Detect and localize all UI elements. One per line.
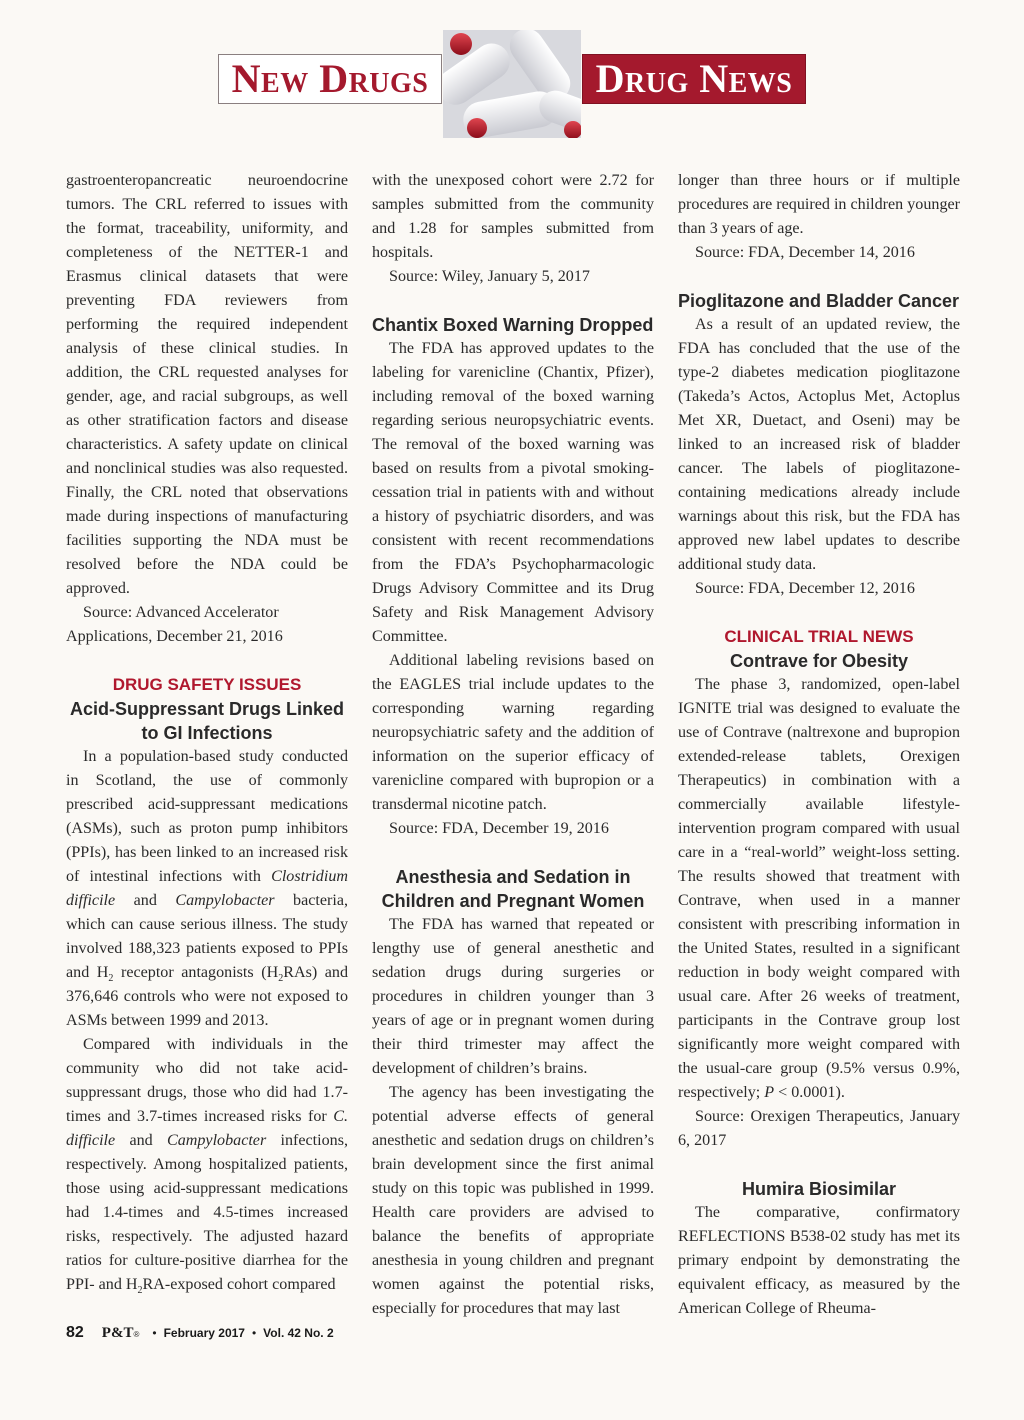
column-2 [372, 169, 654, 1321]
drug-news-label: Drug News [595, 56, 793, 101]
page-footer [66, 1324, 334, 1342]
volume-info: Vol. 42 No. 2 [263, 1326, 334, 1340]
paragraph: The FDA has approved updates to the labeling for varenicline (Chantix, Pfizer), including removal of the boxed warning regarding serious neuropsychiatric events. The removal of the boxed warning was based on results from a pivotal smoking-cessation trial in patients with and without a history of psychiatric disorders, and was consistent with recent recommendations from the FDA’s Psychopharmacologic Drugs Advisory Committee and its Drug Safety and Risk Management Advisory Committee. [372, 340, 654, 645]
source-line: Source: FDA, December 19, 2016 [389, 820, 609, 837]
paragraph: with the unexposed cohort were 2.72 for samples submitted from the community and 1.28 for samples submitted from hospitals. [372, 172, 654, 261]
article-heading: Contrave for Obesity [729, 651, 909, 671]
article-heading: Pioglitazone and Bladder Cancer [678, 291, 960, 311]
article-heading: Chantix Boxed Warning Dropped [372, 315, 654, 335]
source-line: Source: Orexigen Therapeutics, January 6, 2017 [678, 1108, 960, 1149]
paragraph: The agency has been investigating the potential adverse effects of general anesthetic and sedation drugs on children’s brain development since the first animal study on this topic was published in 1999. Health care providers are advised to balance the benefits of appropriate anesthesia in young children and pregnant women against the potential risks, especially for procedures that may last [372, 1084, 654, 1317]
separator: • [251, 1326, 257, 1340]
article-heading: Acid-Suppressant Drugs Linked to GI Infections [69, 699, 345, 743]
source-line: Source: Wiley, January 5, 2017 [389, 268, 590, 285]
separator: • [152, 1326, 157, 1340]
page-number: 82 [66, 1324, 84, 1341]
paragraph: The phase 3, randomized, open-label IGNITE trial was designed to evaluate the use of Contrave (naltrexone and bupropion extended-release tablets, Orexigen Therapeutics) in combination with a commercially available lifestyle-intervention program compared with usual care in a “real-world” weight-loss setting. The results showed that treatment with Contrave, when used in a manner consistent with prescribing information in the United States, resulted in a significant reduction in body weight compared with usual care. After 26 weeks of treatment, participants in the Contrave group lost significantly more weight compared with the usual-care group (9.5% versus 0.9%, respectively; P < 0.0001). [678, 676, 960, 1101]
new-drugs-banner [218, 54, 442, 104]
column-3 [678, 169, 960, 1321]
section-title: CLINICAL TRIAL NEWS [724, 627, 914, 646]
new-drugs-label: New Drugs [231, 56, 429, 101]
paragraph: As a result of an updated review, the FDA has concluded that the use of the type-2 diabetes medication pioglitazone (Takeda’s Actos, Actoplus Met, Actoplus Met XR, Duetact, and Oseni) may be linked to an increased risk of bladder cancer. The labels of pioglitazone-containing medications already include warnings about this risk, but the FDA has approved new label updates to describe additional study data. [678, 316, 960, 573]
paragraph: Compared with individuals in the community who did not take acid-suppressant drugs, those who did had 1.7-times and 3.7-times increased risks for C. difficile and Campylobacter infections, respectively. Among hospitalized patients, those using acid-suppressant medications had 1.4-times and 4.5-times increased risks, respectively. The adjusted hazard ratios for culture-positive diarrhea for the PPI- and $H_2RA$-exposed cohort compared [66, 1036, 348, 1297]
paragraph: The comparative, confirmatory REFLECTIONS B538-02 study has met its primary endpoint by demonstrating the equivalent efficacy, as measured by the American College of Rheuma- [678, 1204, 960, 1317]
source-line: Source: FDA, December 12, 2016 [695, 580, 915, 597]
section-title: DRUG SAFETY ISSUES [112, 675, 302, 694]
paragraph: Additional labeling revisions based on the EAGLES trial include updates to the corresponding warning regarding neuropsychiatric safety and the addition of information on the superior efficacy of varenicline compared with bupropion or a transdermal nicotine patch. [372, 652, 654, 813]
registered-mark: ® [133, 1330, 140, 1339]
source-line: Source: FDA, December 14, 2016 [695, 244, 915, 261]
journal-name: P&T [101, 1325, 134, 1341]
column-1 [66, 169, 348, 1297]
pills-photo [443, 30, 581, 138]
article-heading: Humira Biosimilar [741, 1179, 897, 1199]
drug-news-banner [582, 54, 806, 104]
paragraph: The FDA has warned that repeated or lengthy use of general anesthetic and sedation drugs during surgeries or procedures in children younger than 3 years of age or in pregnant women during their third trimester may affect the development of children’s brains. [372, 916, 654, 1077]
paragraph: longer than three hours or if multiple procedures are required in children younger than 3 years of age. [678, 172, 960, 237]
source-line: Source: Advanced Accelerator Applications, December 21, 2016 [66, 604, 283, 645]
paragraph: In a population-based study conducted in Scotland, the use of commonly prescribed acid-suppressant medications (ASMs), such as proton pump inhibitors (PPIs), has been linked to an increased risk of intestinal infections with Clostridium difficile and Campylobacter bacteria, which can cause serious illness. The study involved 188,323 patients exposed to PPIs and $H_2$ receptor antagonists $(H_2RAs)$ and 376,646 controls who were not exposed to ASMs between 1999 and 2013. [66, 748, 348, 1029]
pills-illustration [443, 30, 581, 138]
issue-date: February 2017 [163, 1326, 245, 1340]
paragraph: gastroenteropancreatic neuroendocrine tumors. The CRL referred to issues with the format, traceability, uniformity, and completeness of the NETTER-1 and Erasmus clinical datasets that were preventing FDA reviewers from performing the required independent analysis of these clinical studies. In addition, the CRL requested analyses for gender, age, and racial subgroups, as well as other stratification factors and disease characteristics. A safety update on clinical and nonclinical studies was also requested. Finally, the CRL noted that observations made during inspections of manufacturing facilities supporting the NDA must be resolved before the NDA could be approved. [66, 172, 348, 597]
article-heading: Anesthesia and Sedation in Children and Pregnant Women [381, 867, 645, 911]
